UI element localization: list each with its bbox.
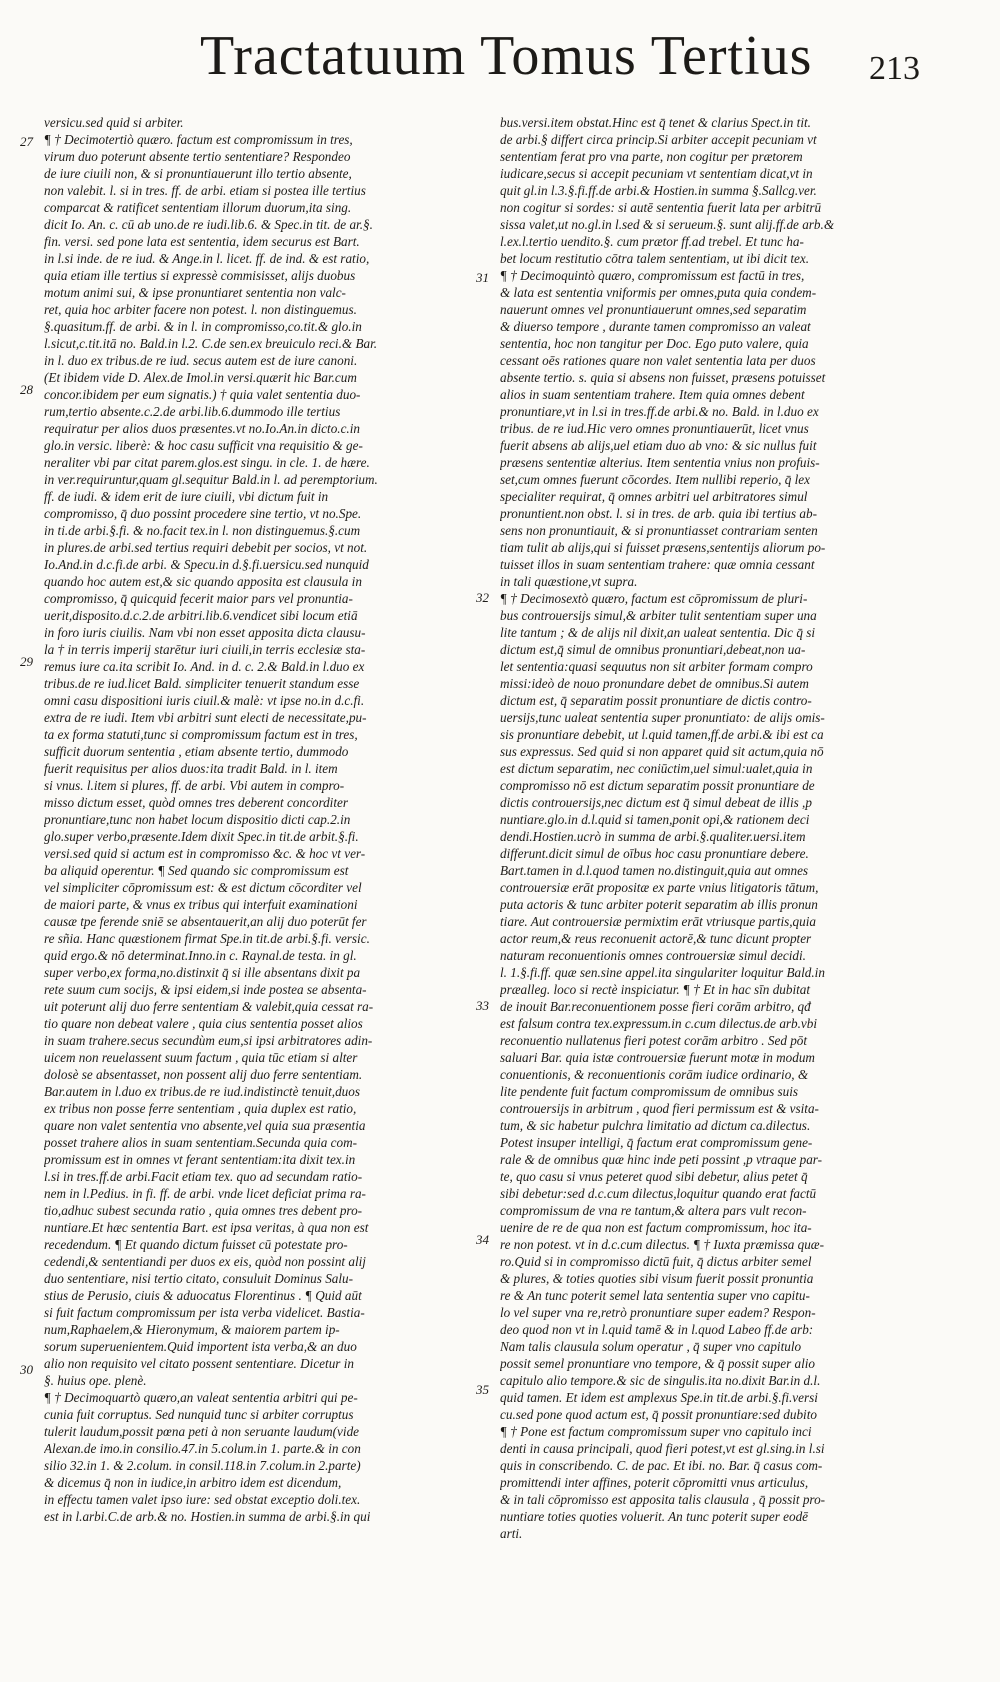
text-line: silio 32.in 1. & 2.colum. in consil.118.in 7.colum.in 2.parte) <box>44 1458 361 1473</box>
text-line: uersijs,tunc ualeat sententia super pronuntiato: de alijs omis- <box>500 710 825 725</box>
text-line: Alexan.de imo.in consilio.47.in 5.colum.in 1. parte.& in con <box>44 1441 361 1456</box>
text-line: compromisso, q̄ duo possint procedere sine tertio, vt no.Spe. <box>44 506 362 521</box>
text-line: & diuerso tempore , durante tamen compromisso an valeat <box>500 319 811 334</box>
running-title: Tractatuum Tomus Tertius <box>200 25 813 87</box>
text-line: re non potest. vt in d.c.cum dilectus. ¶ † Iuxta præmissa quæ- <box>500 1237 824 1252</box>
text-line: rale & de omnibus quæ hinc inde peti possint ,p vtraque par- <box>500 1152 823 1167</box>
text-line: sorum superuenientem.Quid importent ista verba,& an duo <box>44 1339 357 1354</box>
text-line: alios in suam sententiam trahere. Item quia omnes debent <box>500 387 805 402</box>
text-line: ta ex forma statuti,tunc si compromissum factum est in tres, <box>44 727 358 742</box>
text-line: tum, & sic habetur pulchra limitatio ad dictum ca.dilectus. <box>500 1118 811 1133</box>
text-line: dictum est,q̄ simul de omnibus pronuntiari,debeat,non ua- <box>500 642 806 657</box>
text-line: nuntiare.glo.in d.l.quid si tamen,ponit opi,& rationem deci <box>500 812 810 827</box>
text-line: non valebit. l. si in tres. ff. de arbi. etiam si postea ille tertius <box>44 183 366 198</box>
text-line: uenire de re de qua non est factum compromissum, hoc ita- <box>500 1220 812 1235</box>
text-line: nuntiare toties quoties voluerit. An tunc poterit super eodē <box>500 1509 809 1524</box>
text-line: ff. de iudi. & idem erit de iure ciuili, vbi dictum fuit in <box>44 489 329 504</box>
text-line: dendi.Hostien.ucrò in summa de arbi.§.qualiter.uersi.item <box>500 829 806 844</box>
text-line: sibi debetur:sed d.c.cum dilectus,loquitur quando erat factū <box>500 1186 817 1201</box>
text-line: ¶ † Decimotertiò quæro. factum est compromissum in tres, <box>44 132 353 147</box>
text-line: promissum est in omnes vt ferant sententiam:ita dixit tex.in <box>44 1152 356 1167</box>
text-line: omni casu dispositioni iuris ciuil.& malè: vt ipse no.in d.c.fi. <box>44 693 365 708</box>
text-line: in l. duo ex tribus.de re iud. secus autem est de iure canoni. <box>44 353 358 368</box>
text-line: in plures.de arbi.sed tertius requiri debebit per socios, vt not. <box>44 540 368 555</box>
text-line: stius de Perusio, ciuis & aduocatus Florentinus . ¶ Quid aūt <box>44 1288 362 1303</box>
text-line: de iure ciuili non, & si pronuntiauerunt illo tertio absente, <box>44 166 352 181</box>
text-line: uicem non reuelassent suum factum , quia tūc etiam si alter <box>44 1050 358 1065</box>
text-line: sufficit duorum sententia , etiam absente tertio, dummodo <box>44 744 349 759</box>
text-line: Nam talis clausula solum operatur , q̄ super vno capitulo <box>500 1339 802 1354</box>
text-line: quia etiam ille tertius si expressè commisisset, alijs duobus <box>44 268 356 283</box>
text-line: l. 1.§.fi.ff. quæ sen.sine appel.ita singulariter loquitur Bald.in <box>500 965 825 980</box>
text-line: bus.versi.item obstat.Hinc est q̄ tenet & clarius Spect.in tit. <box>500 115 811 130</box>
page-number: 213 <box>869 50 920 87</box>
text-line: §. huius ope. plenè. <box>44 1373 147 1388</box>
text-line: causæ tpe ferende sniē se absentauerit,an alij duo poterūt fer <box>44 914 367 929</box>
text-line: glo.super verbo,præsente.Idem dixit Spec.in tit.de arbit.§.fi. <box>44 829 359 844</box>
margin-number: 30 <box>20 1362 33 1377</box>
text-line: controuersijs in arbitrum , quod fieri permissum est & vsita- <box>500 1101 819 1116</box>
text-line: let sententia:quasi sequutus non sit arbiter formam compro <box>500 659 813 674</box>
text-line: motum animi sui, & ipse pronuntiaret sententia non valc- <box>44 285 346 300</box>
text-line: in ver.requiruntur,quam gl.sequitur Bald.in l. ad peremptorium. <box>44 472 378 487</box>
text-line: virum duo poterunt absente tertio sententiare? Respondeo <box>44 149 351 164</box>
text-line: differunt.dicit simul de oībus hoc casu pronuntiare debere. <box>500 846 809 861</box>
text-line: arti. <box>500 1526 523 1541</box>
margin-number: 29 <box>20 654 33 669</box>
text-line: l.si in tres.ff.de arbi.Facit etiam tex. quo ad secundam ratio- <box>44 1169 363 1184</box>
text-line: tribus.de re iud.licet Bald. simpliciter tenuerit standum esse <box>44 676 360 691</box>
text-line: & dicemus q̄ non in iudice,in arbitro idem est dicendum, <box>44 1475 342 1490</box>
text-line: in foro iuris ciuilis. Nam vbi non esset apposita dicta clausu- <box>44 625 366 640</box>
text-line: ¶ † Pone est factum compromissum super vno capitulo inci <box>500 1424 812 1439</box>
text-line: alio non requisito vel citato possent sententiare. Dicetur in <box>44 1356 354 1371</box>
text-line: requiratur per alios duos præsentes.vt no.Io.An.in dicto.c.in <box>44 421 360 436</box>
text-line: l.sicut,c.tit.itā no. Bald.in l.2. C.de sen.ex breuiculo reci.& Bar. <box>44 336 378 351</box>
text-line: bus controuersijs simul,& arbiter tulit sententiam super una <box>500 608 817 623</box>
text-line: versicu.sed quid si arbiter. <box>44 115 184 130</box>
text-line: in l.si inde. de re iud. & Ange.in l. licet. ff. de ind. & est ratio, <box>44 251 370 266</box>
text-line: in effectu tamen valet ipso iure: sed obstat exceptio doli.tex. <box>44 1492 361 1507</box>
text-line: conuentionis, & reconuentionis corām iudice ordinario, & <box>500 1067 809 1082</box>
left-text-column <box>44 114 470 1525</box>
text-line: compromissum de vna re tantum,& altera pars vult recon- <box>500 1203 807 1218</box>
text-line: num,Raphaelem,& Hieronymum, & maiorem partem ip- <box>44 1322 340 1337</box>
text-line: pronuntiare,tunc non habet locum dispositio dicti cap.2.in <box>44 812 351 827</box>
text-line: in tali quæstione,vt supra. <box>500 574 638 589</box>
margin-number: 28 <box>20 382 33 397</box>
text-line: tiam tulit ab alijs,qui si fuisset præsens,sententijs aliorum po- <box>500 540 826 555</box>
text-line: promittendi inter affines, poterit cōpromitti vnus articulus, <box>500 1475 809 1490</box>
text-line: l.ex.l.tertio uendito.§. cum prætor ff.ad trebel. Et tunc ha- <box>500 234 804 249</box>
text-line: nem in l.Pedius. in fi. ff. de arbi. vnde licet deficiat prima ra- <box>44 1186 366 1201</box>
text-line: de inouit Bar.reconuentionem posse fieri corām arbitro, qđ <box>500 999 811 1014</box>
text-line: si vnus. l.item si plures, ff. de arbi. Vbi autem in compro- <box>44 778 345 793</box>
text-line: comparcat & ratificet sententiam illorum duorum,ita sing. <box>44 200 352 215</box>
text-line: cedendi,& sententiandi per duos ex eis, quòd non possint alij <box>44 1254 366 1269</box>
text-line: versi.sed quid si actum est in compromisso &c. & hoc vt ver- <box>44 846 366 861</box>
text-line: dolosè se absentasset, non possent alij duo ferre sententiam. <box>44 1067 363 1082</box>
text-line: reconuentio nullatenus fieri potest corām arbitro . Sed pōt <box>500 1033 808 1048</box>
text-line: tio,adhuc subest secunda ratio , quia omnes tres debent pro- <box>44 1203 363 1218</box>
text-line: dicit Io. An. c. cū ab uno.de re iudi.lib.6. & Spec.in tit. de ar.§. <box>44 217 373 232</box>
text-line: est falsum contra tex.expressum.in c.cum dilectus.de arb.vbi <box>500 1016 818 1031</box>
text-line: si fuit factum compromissum per ista verba videlicet. Bastia- <box>44 1305 365 1320</box>
text-line: neraliter vbi par citat parem.glos.est singu. in cle. 1. de hære. <box>44 455 370 470</box>
text-line: re & An tunc poterit semel lata sententia super vno capitu- <box>500 1288 810 1303</box>
text-line: pronuntiare,vt in l.si in tres.ff.de arbi.& no. Bald. in l.duo ex <box>500 404 819 419</box>
text-line: lo vel super vna re,retrò pronuntiare super eadem? Respon- <box>500 1305 816 1320</box>
text-line: nuntiare.Et hæc sententia Bart. est ipsa veritas, à qua non est <box>44 1220 369 1235</box>
text-line: & lata est sententia vniformis per omnes,puta quia condem- <box>500 285 817 300</box>
text-line: naturam reconuentionis omnes controuersiæ simul decidi. <box>500 948 806 963</box>
text-line: bet locum restitutio cōtra talem sententiam, ut ibi dicit tex. <box>500 251 809 266</box>
text-line: tuisset illos in suam sententiam trahere: quæ omnia cessant <box>500 557 815 572</box>
text-line: de arbi.§ differt circa princip.Si arbiter accepit pecuniam vt <box>500 132 817 147</box>
text-line: & plures, & toties quoties sibi visum fuerit possit pronuntia <box>500 1271 814 1286</box>
text-line: set,cum omnes fuerunt cōcordes. Item nullibi reperio, q̄ lex <box>500 472 810 487</box>
text-line: absente tertio. s. quia si absens non fuisset, præsens potuisset <box>500 370 826 385</box>
text-line: lite tantum ; & de alijs nil dixit,an ualeat sententia. Dic q̄ si <box>500 625 815 640</box>
text-line: est in l.arbi.C.de arb.& no. Hostien.in summa de arbi.§.in qui <box>44 1509 371 1524</box>
text-line: remus iure ca.ita scribit Io. And. in d. c. 2.& Bald.in l.duo ex <box>44 659 365 674</box>
text-line: (Et ibidem vide D. Alex.de Imol.in versi.quærit hic Bar.cum <box>44 370 357 385</box>
text-line: ¶ † Decimosextò quæro, factum est cōpromissum de pluri- <box>500 591 808 606</box>
text-line: ro.Quid si in compromisso dictū fuit, q̄ dictus arbiter semel <box>500 1254 812 1269</box>
text-line: cunia fuit corruptus. Sed nunquid tunc si arbiter corruptus <box>44 1407 354 1422</box>
text-line: concor.ibidem per eum signatis.) † quia valet sententia duo- <box>44 387 361 402</box>
text-line: possit semel pronuntiare vno tempore, & q̄ possit super alio <box>500 1356 816 1371</box>
text-line: specialiter requirat, q̄ omnes arbitri uel arbitratores simul <box>500 489 808 504</box>
text-line: quare non valet sententia vno absente,vel quia sua præsentia <box>44 1118 366 1133</box>
text-line: in suam trahere.secus secundùm eum,si ipsi arbitratores adin- <box>44 1033 373 1048</box>
text-line: tribus. de re iud.Hic vero omnes pronuntiauerūt, licet vnus <box>500 421 809 436</box>
text-line: de maiori parte, & vnus ex tribus qui interfuit examinationi <box>44 897 358 912</box>
text-line: la † in terris imperij starētur iuri ciuili,in terris ecclesiæ sta- <box>44 642 366 657</box>
text-line: præalleg. loco si rectè inspiciatur. ¶ † Et in hac sīn dubitat <box>500 982 811 997</box>
text-line: compromisso, q̄ quicquid fecerit maior pars vel pronuntia- <box>44 591 353 606</box>
text-line: ba aliquid operentur. ¶ Sed quando sic compromissum est <box>44 863 349 878</box>
text-line: cessant oēs rationes quare non valet sententia lata per duos <box>500 353 816 368</box>
text-line: controuersiæ erāt propositæ ex parte vnius litigatoris tātum, <box>500 880 819 895</box>
text-line: vel simpliciter cōpromissum est: & est dictum cōcorditer vel <box>44 880 362 895</box>
text-line: te, quo casu si vnus peteret quod sibi debetur, alius petet q̄ <box>500 1169 808 1184</box>
text-line: quit gl.in l.3.§.fi.ff.de arbi.& Hostien.in summa §.Sallcg.ver. <box>500 183 817 198</box>
text-line: misso dictum esset, quòd omnes tres deberent concorditer <box>44 795 348 810</box>
text-line: recedendum. ¶ Et quando dictum fuisset cū potestate pro- <box>44 1237 348 1252</box>
text-line: Io.And.in d.c.fi.de arbi. & Specu.in d.§.fi.uersicu.sed nunquid <box>44 557 369 572</box>
text-line: dictis controuersijs,nec dictum est q̄ simul debeat de illis ,p <box>500 795 812 810</box>
text-line: quando hoc autem est,& sic quando apposita est clausula in <box>44 574 362 589</box>
text-line: quid ergo.& nō determinat.Inno.in c. Raynal.de testa. in gl. <box>44 948 357 963</box>
text-line: quid tamen. Et idem est amplexus Spe.in tit.de arbi.§.fi.versi <box>500 1390 818 1405</box>
text-line: ¶ † Decimoquintò quæro, compromissum est factū in tres, <box>500 268 805 283</box>
text-line: quis in conscribendo. C. de pac. Et ibi. no. Bar. q̄ casus com- <box>500 1458 823 1473</box>
margin-number: 35 <box>476 1382 489 1397</box>
text-line: posset trahere alios in suam sententiam.Secunda quia com- <box>44 1135 358 1150</box>
text-line: uerit,disposito.d.c.2.de arbitri.lib.6.vendicet sibi locum etiā <box>44 608 358 623</box>
text-line: est dictum separatim, nec coniūctim,uel simul:ualet,quia in <box>500 761 813 776</box>
text-line: rete suum cum socijs, & ipsi eidem,si inde postea se absenta- <box>44 982 367 997</box>
text-line: dictum est, q̄ separatim possit pronuntiare de dictis contro- <box>500 693 812 708</box>
text-line: tio quare non debeat valere , quia cius sententia posset alios <box>44 1016 363 1031</box>
text-line: fuerit requisitus per alios duos:ita tradit Bald. in l. item <box>44 761 338 776</box>
text-line: sententia, hoc non tangitur per Doc. Ego puto valere, quia <box>500 336 809 351</box>
text-line: fuerit absens ab alijs,uel etiam duo ab vno: & sic nullus fuit <box>500 438 817 453</box>
text-line: saluari Bar. quia istæ controuersiæ fuerunt motæ in modum <box>500 1050 815 1065</box>
text-line: Bart.tamen in d.l.quod tamen no.distinguit,quia aut omnes <box>500 863 809 878</box>
text-line: glo.in versic. liberè: & hoc casu sufficit vna requisitio & ge- <box>44 438 363 453</box>
text-line: capitulo alio tempore.& sic de singulis.ita no.dixit Bar.in d.l. <box>500 1373 821 1388</box>
text-line: fin. versi. sed pone lata est sententia, idem securus est Bart. <box>44 234 360 249</box>
text-line: non cogitur si sordes: si autē sententia fuerit lata per arbitrū <box>500 200 822 215</box>
text-line: sis pronuntiare debebit, ut l.quid tamen,ff.de arbi.& ibi est ca <box>500 727 824 742</box>
text-line: sus expressus. Sed quid si non apparet quid sit actum,quia nō <box>500 744 824 759</box>
text-line: tulerit laudum,possit pœna peti à non seruante laudum(vide <box>44 1424 360 1439</box>
text-line: tiare. Aut controuersiæ permixtim erāt vtriusque partis,quia <box>500 914 816 929</box>
text-line: super verbo,ex forma,no.distinxit q̄ si ille absentans dixit pa <box>44 965 361 980</box>
margin-number: 31 <box>476 270 489 285</box>
text-line: nauerunt omnes vel pronuntiauerunt omnes,sed separatim <box>500 302 807 317</box>
right-text-column <box>500 114 926 1542</box>
text-line: ¶ † Decimoquartò quæro,an valeat sententia arbitri qui pe- <box>44 1390 358 1405</box>
text-line: cu.sed pone quod actum est, q̄ possit pronuntiare:sed dubito <box>500 1407 817 1422</box>
text-line: rum,tertio absente.c.2.de arbi.lib.6.dummodo ille tertius <box>44 404 341 419</box>
text-line: & in tali cōpromisso est apposita talis clausula , q̄ possit pro- <box>500 1492 826 1507</box>
text-line: lite pendente fuit factum compromissum de omnibus suis <box>500 1084 799 1099</box>
text-line: Potest insuper intelligi, q̄ factum erat compromissum gene- <box>500 1135 813 1150</box>
text-line: Bar.autem in l.duo ex tribus.de re iud.indistinctè tenuit,duos <box>44 1084 360 1099</box>
text-line: denti in causa principali, quod fieri potest,vt est gl.sing.in l.si <box>500 1441 825 1456</box>
text-line: re sñia. Hanc quæstionem firmat Spe.in tit.de arbi.§.fi. versic. <box>44 931 370 946</box>
text-line: sententiam ferat pro vna parte, non cogitur per prætorem <box>500 149 803 164</box>
text-line: in ti.de arbi.§.fi. & no.facit tex.in l. non distinguemus.§.cum <box>44 523 361 538</box>
text-line: duo sententiare, nisi tertio citato, consuluit Dominus Salu- <box>44 1271 354 1286</box>
margin-number: 34 <box>476 1232 489 1247</box>
margin-number: 33 <box>476 998 489 1013</box>
text-line: pronuntient.non obst. l. si in tres. de arb. quia ibi tertius ab- <box>500 506 817 521</box>
text-line: deo quod non vt in l.quid tamē & in l.quod Labeo ff.de arb: <box>500 1322 814 1337</box>
text-line: præsens sententiæ alterius. Item sententia vnius non profuis- <box>500 455 820 470</box>
text-line: puta actoris & tunc arbiter poterit separatim ab illis pronun <box>500 897 818 912</box>
text-line: compromisso nō est dictum separatim possit pronuntiare de <box>500 778 815 793</box>
margin-number: 32 <box>476 590 489 605</box>
text-line: §.quasitum.ff. de arbi. & in l. in compromisso,co.tit.& glo.in <box>44 319 362 334</box>
text-line: ex tribus non posse ferre sententiam , quia duplex est ratio, <box>44 1101 357 1116</box>
text-line: uit poterunt alij duo ferre sententiam & valebit,quia cessat ra- <box>44 999 374 1014</box>
margin-number: 27 <box>20 134 33 149</box>
text-line: actor reum,& reus reconuenit actorē,& tunc dicunt propter <box>500 931 812 946</box>
text-line: sissa valet,ut no.gl.in l.sed & si serueum.§. sunt alij.ff.de arb.& <box>500 217 835 232</box>
text-line: extra de re iudi. Item vbi arbitri sunt electi de necessitate,pu- <box>44 710 367 725</box>
text-line: missi:ideò de nouo pronundare debet de omnibus.Si autem <box>500 676 809 691</box>
text-line: ret, quia hoc arbiter facere non potest. l. non distinguemus. <box>44 302 357 317</box>
text-line: sens non pronuntiauit, & si pronuntiasset contrariam senten <box>500 523 818 538</box>
text-line: iudicare,secus si accepit pecuniam vt sententiam dicat,vt in <box>500 166 813 181</box>
